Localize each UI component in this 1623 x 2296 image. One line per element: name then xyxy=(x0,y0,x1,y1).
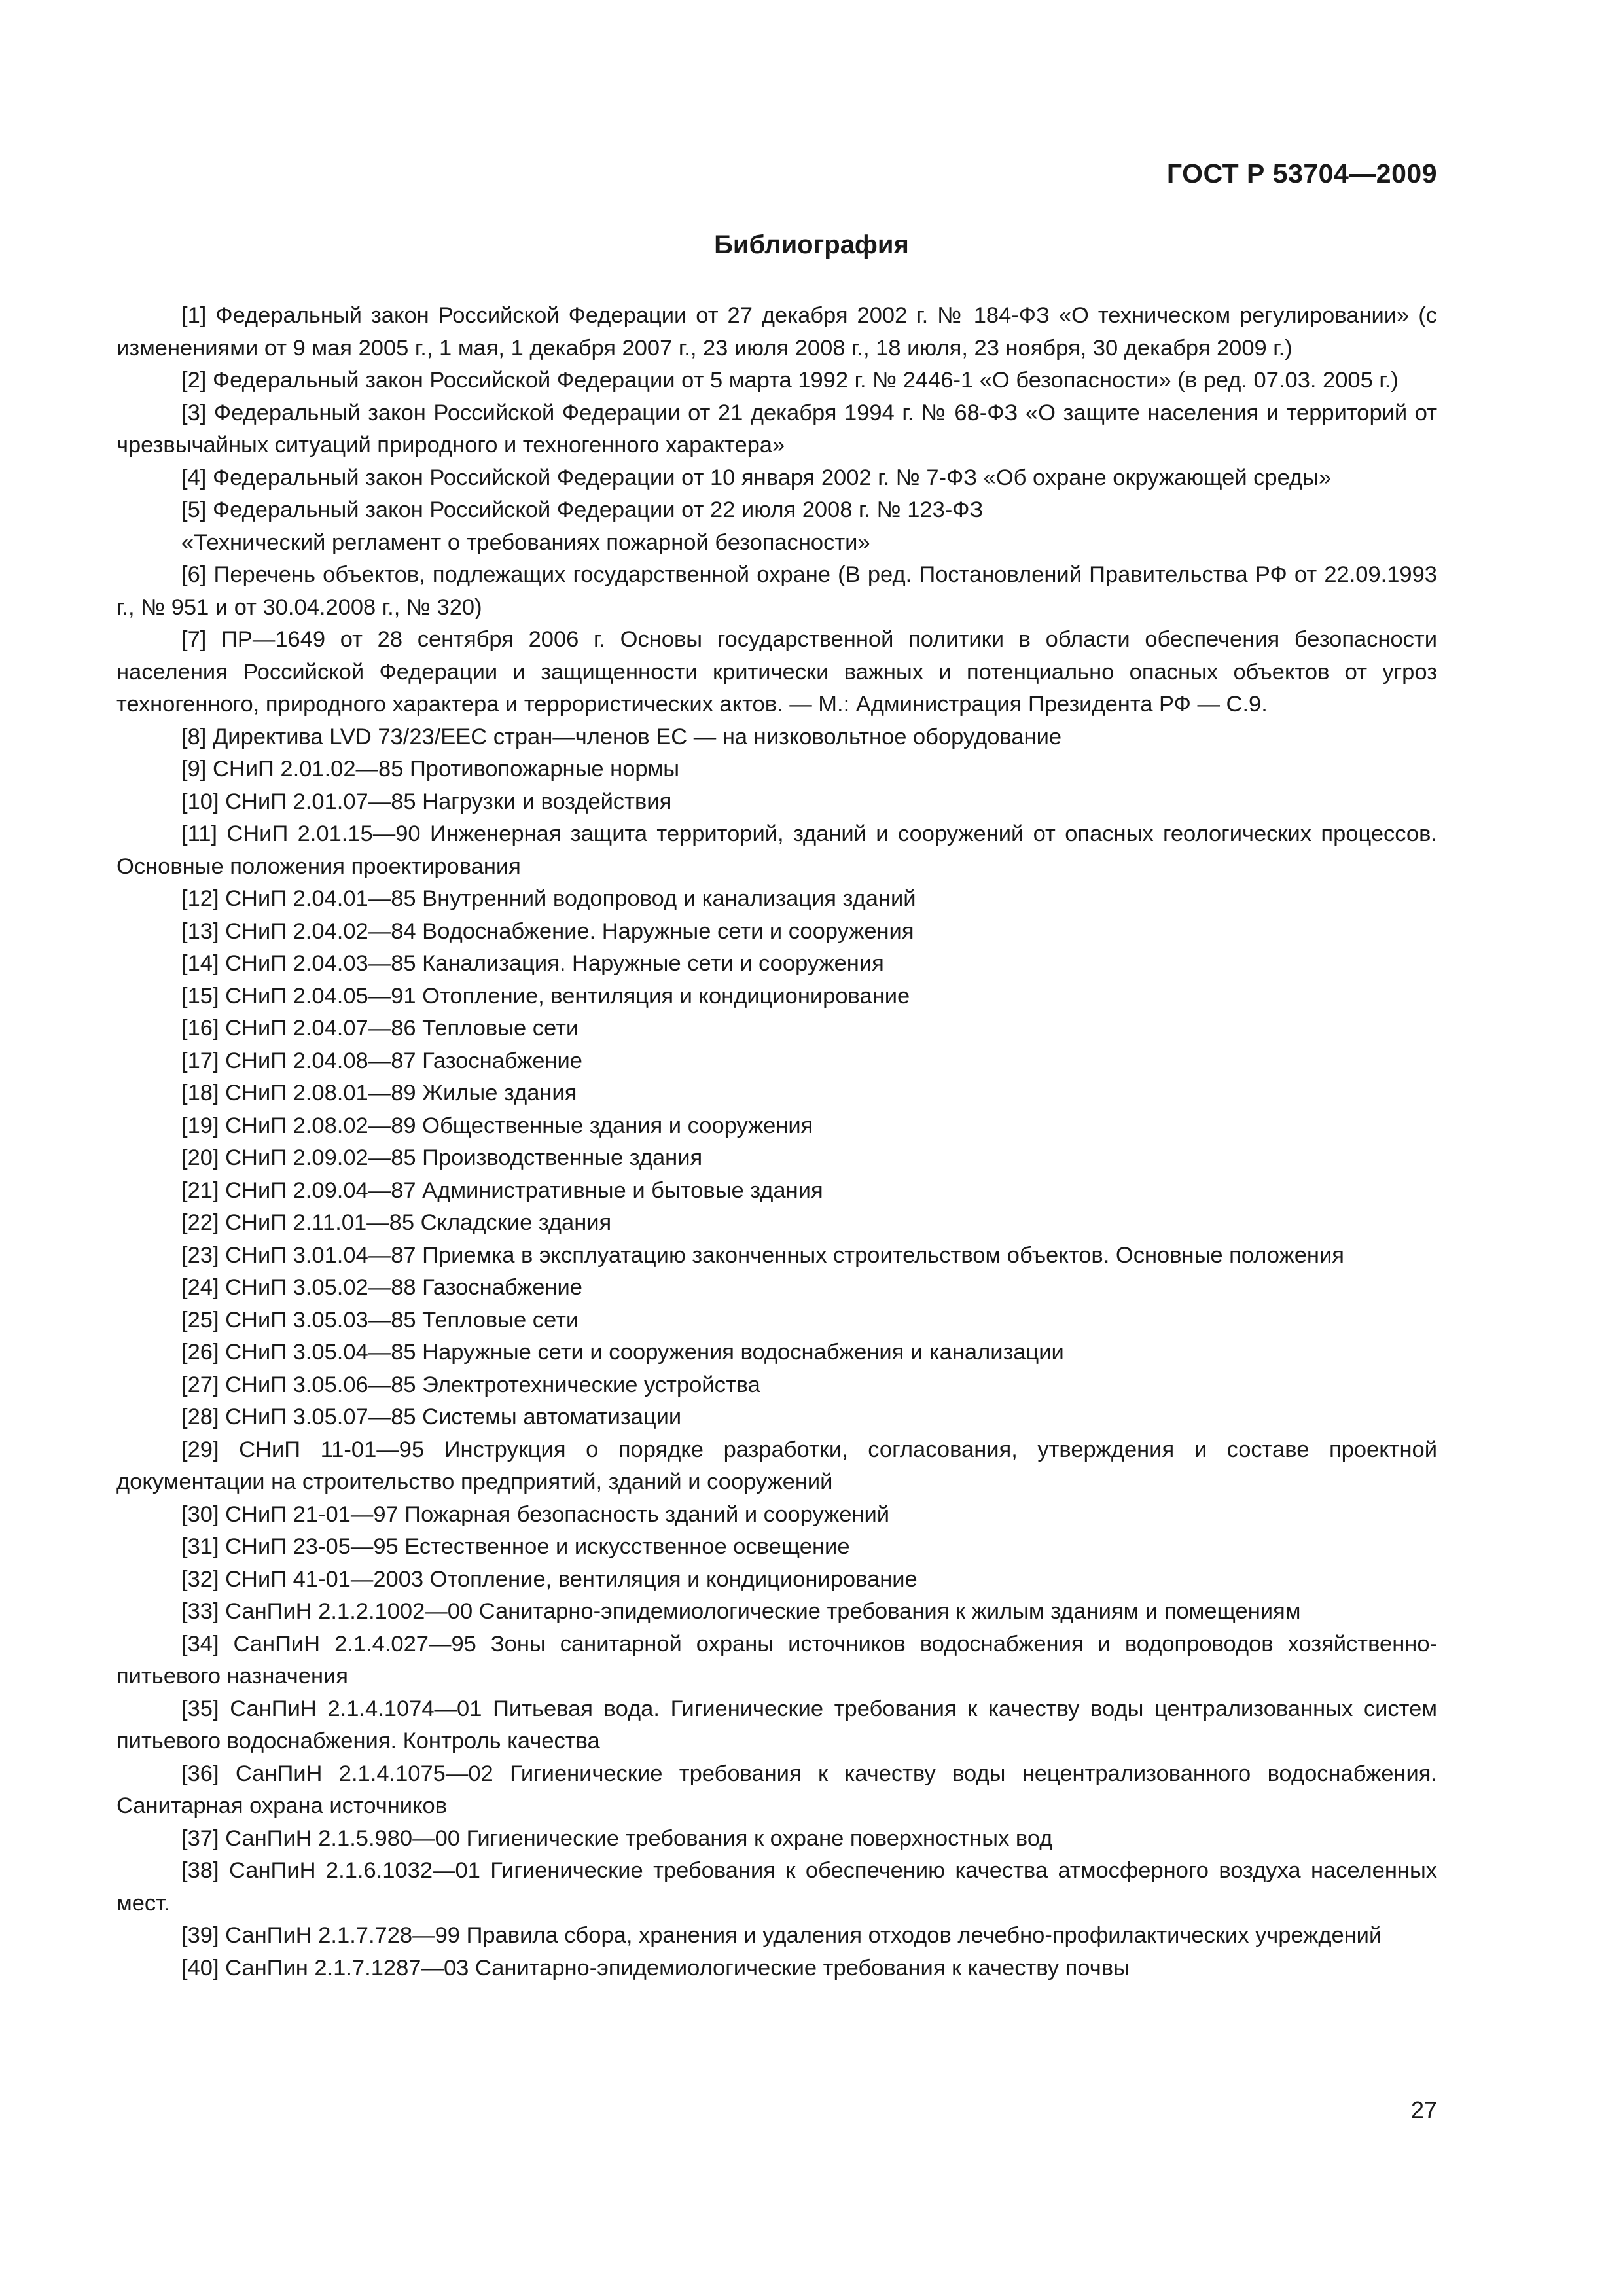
bibliography-entry: «Технический регламент о требованиях пожарной безопасности» xyxy=(181,529,870,555)
bibliography-entry: [23] СНиП 3.01.04—87 Приемка в эксплуатацию законченных строительством объектов. Основные положения xyxy=(181,1242,1344,1268)
bibliography-entry: [24] СНиП 3.05.02—88 Газоснабжение xyxy=(181,1275,582,1300)
bibliography-entry: [40] СанПин 2.1.7.1287—03 Санитарно-эпидемиологические требования к качеству почвы xyxy=(181,1955,1130,1981)
bibliography-entry: [30] СНиП 21-01—97 Пожарная безопасность зданий и сооружений xyxy=(181,1501,889,1527)
bibliography-entry: [35] СанПиН 2.1.4.1074—01 Питьевая вода. Гигиенические требования к качеству воды централизованных систем питьевого водоснабжения. Контроль качества xyxy=(116,1696,1437,1753)
bibliography-entry: [34] СанПиН 2.1.4.027—95 Зоны санитарной охраны источников водоснабжения и водопроводов хозяйственно-питьевого назначения xyxy=(116,1631,1437,1689)
bibliography-entry: [3] Федеральный закон Российской Федерации от 21 декабря 1994 г. № 68-ФЗ «О защите населения и территорий от чрезвычайных ситуаций природного и техногенного характера» xyxy=(116,400,1437,457)
bibliography-entry: [32] СНиП 41-01—2003 Отопление, вентиляция и кондиционирование xyxy=(181,1566,918,1592)
bibliography-entry: [10] СНиП 2.01.07—85 Нагрузки и воздействия xyxy=(181,789,672,814)
bibliography-entry: [1] Федеральный закон Российской Федерации от 27 декабря 2002 г. № 184-ФЗ «О техническом регулировании» (с изменениями от 9 мая 2005 г., 1 мая, 1 декабря 2007 г., 23 июля 2008 г., 18 июля, 23 ноября, 30 декабря 2009 г.) xyxy=(116,303,1437,361)
bibliography-entry: [28] СНиП 3.05.07—85 Системы автоматизации xyxy=(181,1405,682,1429)
bibliography-entry: [21] СНиП 2.09.04—87 Административные и бытовые здания xyxy=(181,1177,823,1203)
bibliography-entry: [5] Федеральный закон Российской Федерации от 22 июля 2008 г. № 123-ФЗ xyxy=(181,497,984,522)
bibliography-entry: [16] СНиП 2.04.07—86 Тепловые сети xyxy=(181,1016,579,1041)
bibliography-entry: [7] ПР—1649 от 28 сентября 2006 г. Основы государственной политики в области обеспечения безопасности населения Российской Федерации и защищенности критически важных и потенциально опасных объектов от угроз техногенного, природного характера и террористических актов. — М.: Администрация Президента РФ — С.9. xyxy=(116,627,1437,717)
bibliography-entry: [20] СНиП 2.09.02—85 Производственные здания xyxy=(181,1145,703,1170)
bibliography-entry: [4] Федеральный закон Российской Федерации от 10 января 2002 г. № 7-ФЗ «Об охране окружающей среды» xyxy=(181,465,1332,490)
bibliography-entry: [11] СНиП 2.01.15—90 Инженерная защита территорий, зданий и сооружений от опасных геологических процессов. Основные положения проектирования xyxy=(116,821,1437,879)
bibliography-entry: [13] СНиП 2.04.02—84 Водоснабжение. Наружные сети и сооружения xyxy=(181,918,914,944)
bibliography-list xyxy=(116,300,1437,1984)
bibliography-entry: [31] СНиП 23-05—95 Естественное и искусственное освещение xyxy=(181,1534,850,1559)
bibliography-entry: [39] СанПиН 2.1.7.728—99 Правила сбора, хранения и удаления отходов лечебно-профилактических учреждений xyxy=(181,1923,1382,1948)
bibliography-entry: [29] СНиП 11-01—95 Инструкция о порядке разработки, согласования, утверждения и составе проектной документации на строительство предприятий, зданий и сооружений xyxy=(116,1437,1437,1494)
bibliography-entry: [25] СНиП 3.05.03—85 Тепловые сети xyxy=(181,1307,579,1333)
bibliography-entry: [17] СНиП 2.04.08—87 Газоснабжение xyxy=(181,1048,582,1073)
bibliography-entry: [36] СанПиН 2.1.4.1075—02 Гигиенические требования к качеству воды нецентрализованного водоснабжения. Санитарная охрана источников xyxy=(116,1761,1437,1818)
document-code: ГОСТ Р 53704—2009 xyxy=(1166,158,1437,188)
bibliography-entry: [19] СНиП 2.08.02—89 Общественные здания и сооружения xyxy=(181,1113,813,1138)
bibliography-entry: [27] СНиП 3.05.06—85 Электротехнические устройства xyxy=(181,1372,760,1397)
bibliography-entry: [15] СНиП 2.04.05—91 Отопление, вентиляция и кондиционирование xyxy=(181,983,910,1009)
bibliography-entry: [33] СанПиН 2.1.2.1002—00 Санитарно-эпидемиологические требования к жилым зданиям и помещениям xyxy=(181,1599,1301,1624)
page-number: 27 xyxy=(1410,2096,1437,2123)
bibliography-entry: [37] СанПиН 2.1.5.980—00 Гигиенические требования к охране поверхностных вод xyxy=(181,1825,1053,1851)
bibliography-entry: [2] Федеральный закон Российской Федерации от 5 марта 1992 г. № 2446-1 «О безопасности» (в ред. 07.03. 2005 г.) xyxy=(181,368,1399,393)
bibliography-title: Библиография xyxy=(714,230,909,259)
bibliography-entry: [18] СНиП 2.08.01—89 Жилые здания xyxy=(181,1081,577,1105)
bibliography-entry: [12] СНиП 2.04.01—85 Внутренний водопровод и канализация зданий xyxy=(181,886,916,911)
bibliography-entry: [6] Перечень объектов, подлежащих государственной охране (В ред. Постановлений Правительства РФ от 22.09.1993 г., № 951 и от 30.04.2008 г., № 320) xyxy=(116,562,1437,620)
bibliography-entry: [9] СНиП 2.01.02—85 Противопожарные нормы xyxy=(181,757,680,781)
bibliography-entry: [8] Директива LVD 73/23/EEC стран—членов ЕС — на низковольтное оборудование xyxy=(181,724,1062,749)
bibliography-entry: [14] СНиП 2.04.03—85 Канализация. Наружные сети и сооружения xyxy=(181,951,884,976)
bibliography-entry: [26] СНиП 3.05.04—85 Наружные сети и сооружения водоснабжения и канализации xyxy=(181,1340,1064,1365)
bibliography-entry: [38] СанПиН 2.1.6.1032—01 Гигиенические требования к обеспечению качества атмосферного воздуха населенных мест. xyxy=(116,1858,1437,1916)
bibliography-entry: [22] СНиП 2.11.01—85 Складские здания xyxy=(181,1210,612,1235)
